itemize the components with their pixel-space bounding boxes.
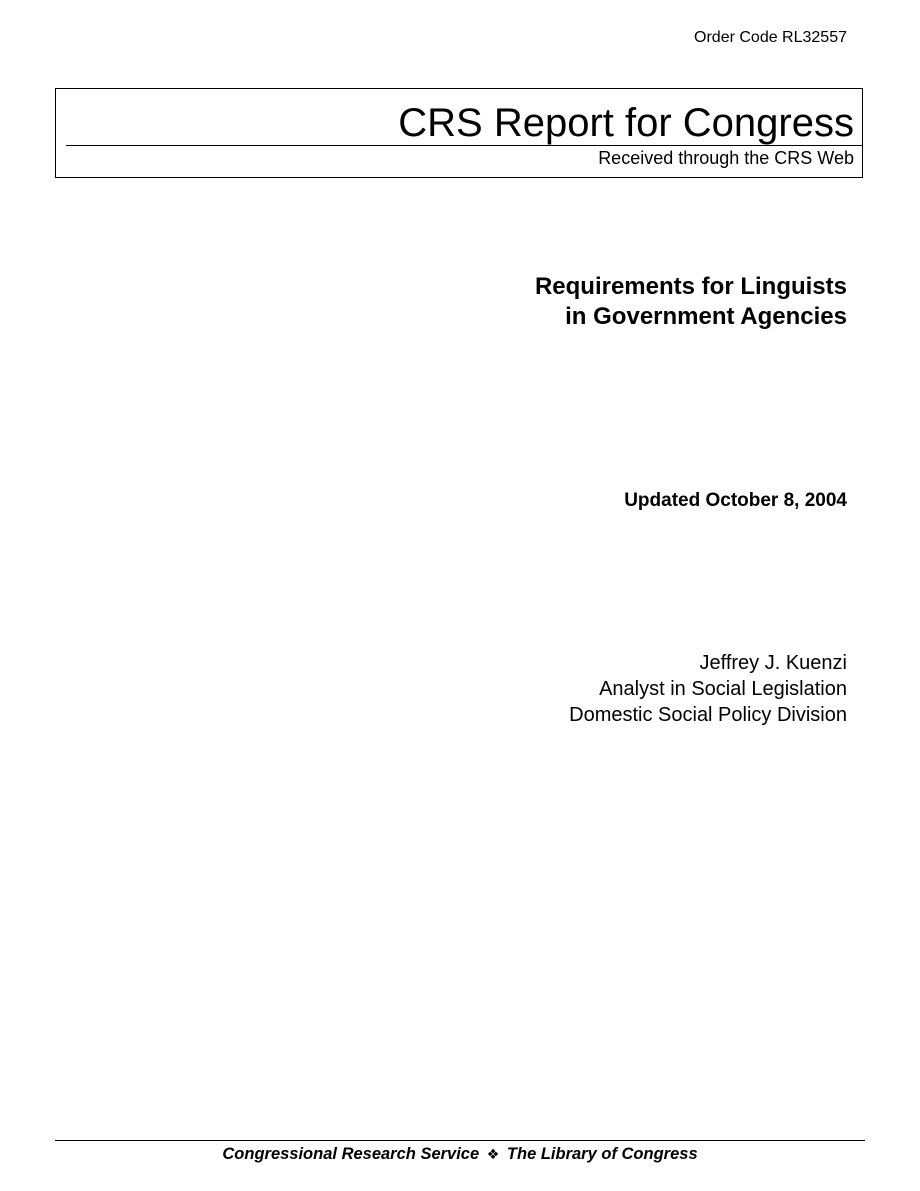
author-division: Domestic Social Policy Division (569, 704, 847, 726)
author-name: Jeffrey J. Kuenzi (699, 652, 847, 674)
footer-crs: Congressional Research Service (222, 1145, 480, 1163)
four-diamond-icon: ❖ (486, 1147, 500, 1163)
footer-loc: The Library of Congress (506, 1145, 698, 1163)
footer (55, 1143, 865, 1166)
masthead (55, 88, 863, 178)
masthead-subtitle: Received through the CRS Web (598, 148, 854, 168)
masthead-title: CRS Report for Congress (398, 101, 854, 145)
masthead-rule (66, 145, 862, 146)
order-code: Order Code RL32557 (694, 29, 847, 46)
updated-date: Updated October 8, 2004 (624, 490, 847, 511)
footer-rule (55, 1140, 865, 1141)
report-title (535, 272, 847, 332)
author-position: Analyst in Social Legislation (599, 678, 847, 700)
author-block (569, 650, 847, 728)
report-title-line-2: in Government Agencies (565, 303, 847, 330)
report-title-line-1: Requirements for Linguists (534, 273, 847, 300)
